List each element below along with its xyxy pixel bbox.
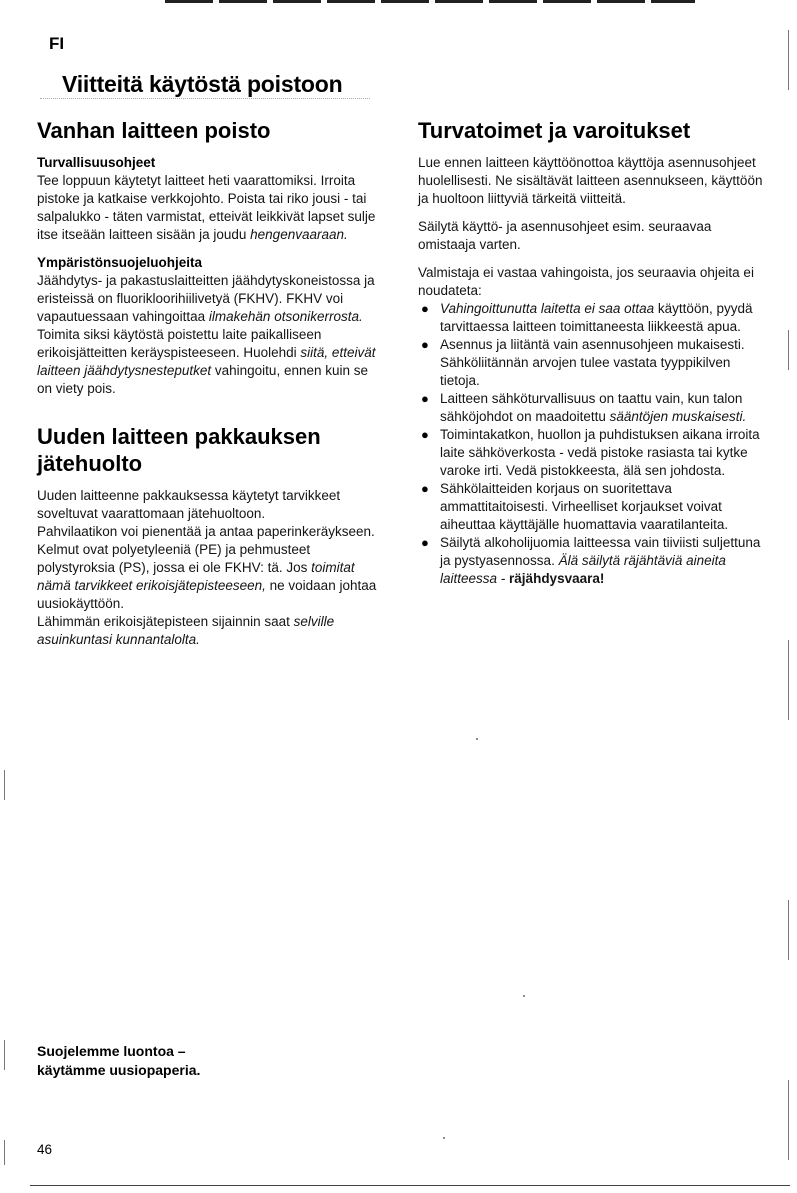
environment-text2-italic: siitä, etteivät laitteen jäähdytysnesteputket [37, 345, 376, 379]
intro-paragraph-3: Valmistaja ei vastaa vahingoista, jos seuraavia ohjeita ei noudateta: [418, 265, 754, 299]
scan-margin-line [4, 770, 5, 800]
bullet-icon: ● [421, 535, 429, 551]
safety-paragraph [37, 172, 377, 244]
scan-margin-line [788, 30, 789, 90]
bullet-text: Sähkölaitteiden korjaus on suoritettava ammattitaitoisesti. Virheelliset korjaukset voivat aiheuttaa käyttäjälle huomattavia vaaratilanteita. [440, 481, 729, 533]
bullet-text: Toimintakatkon, huollon ja puhdistuksen aikana irroita laite sähköverkosta - vedä pistoke rasiasta tai kytke varoke irti. Vedä pistokkeesta, älä sen johdosta. [440, 427, 760, 479]
list-item [418, 480, 763, 534]
bullet-icon: ● [421, 337, 429, 353]
bullet-text: Säilytä alkoholijuomia laitteessa vain tiiviisti suljettuna ja pystyasennossa. [440, 535, 761, 569]
subheading-safety: Turvallisuusohjeet [37, 155, 156, 171]
packaging-p4 [37, 613, 377, 649]
safety-text-italic: hengenvaaraan. [250, 227, 348, 243]
heading-safety-warnings: Turvatoimet ja varoitukset [418, 118, 691, 143]
scan-margin-line [788, 640, 789, 720]
bottom-rule [30, 1185, 790, 1186]
subheading-environment: Ympäristönsuojeluohjeita [37, 255, 203, 271]
title-divider [40, 98, 370, 99]
packaging-p4-text: Lähimmän erikoisjätepisteen sijainnin saat [37, 614, 290, 630]
packaging-p4-italic: selville asuinkuntasi kunnantalolta. [37, 614, 335, 648]
packaging-p3 [37, 541, 377, 613]
bullet-italic-part: Älä säilytä räjähtäviä aineita laitteessa - [440, 553, 726, 587]
bullet-italic: Vahingoittunutta laitetta ei saa ottaa [440, 301, 655, 317]
bullet-text: Laitteen sähköturvallisuus on taattu vain, kun talon sähköjohdot on maadoitettu [440, 391, 743, 425]
scan-margin-line [788, 1080, 789, 1160]
top-decorative-rule [165, 0, 695, 3]
packaging-p1: Uuden laitteenne pakkauksessa käytetyt tarvikkeet soveltuvat vaarattomaan jätehuoltoon. [37, 488, 341, 522]
bullet-italic-end: sääntöjen muskaisesti. [609, 409, 747, 425]
bullet-bold-end: räjähdysvaara! [509, 571, 605, 587]
scan-margin-line [4, 1140, 5, 1165]
safety-text: Tee loppuun käytetyt laitteet heti vaarattomiksi. Irroita pistoke ja katkaise verkkojohto. Poista tai riko jousi - tai salpalukko - täten varmistat, etteivät leikkivät lapset sulje itse itseään laitteen sisään ja joudu [37, 173, 376, 243]
list-item [418, 300, 763, 336]
bullet-text: Asennus ja liitäntä vain asennusohjeen mukaisesti. Sähköliitännän arvojen tulee vastata tyyppikilven tietoja. [440, 337, 745, 389]
footer-note-line-2: käytämme uusiopaperia. [37, 1062, 201, 1078]
scan-margin-line [4, 1040, 5, 1070]
right-column [418, 118, 763, 588]
language-code: FI [49, 34, 65, 53]
bullet-icon: ● [421, 481, 429, 497]
warnings-list [418, 300, 763, 588]
footer-note-line-1: Suojelemme luontoa – [37, 1043, 186, 1059]
environment-paragraph-2 [37, 326, 377, 398]
packaging-p3-italic: toimitat nämä tarvikkeet erikoisjätepisteeseen, [37, 560, 355, 594]
packaging-p2: Pahvilaatikon voi pienentää ja antaa paperinkeräykseen. [37, 524, 375, 540]
environment-text2-end: vahingoitu, ennen kuin se on viety pois. [37, 363, 369, 397]
scan-speck [523, 995, 525, 997]
intro-paragraph-1: Lue ennen laitteen käyttöönottoa käyttöja asennusohjeet huolellisesti. Ne sisältävät laitteen asennukseen, käyttöön ja huoltoon liittyviä tärkeitä viitteitä. [418, 155, 763, 207]
bullet-icon: ● [421, 427, 429, 443]
list-item [418, 390, 763, 426]
scan-speck [476, 738, 478, 740]
scan-margin-line [788, 900, 789, 960]
list-item [418, 534, 763, 588]
list-item [418, 336, 763, 390]
list-item [418, 426, 763, 480]
bullet-icon: ● [421, 301, 429, 317]
packaging-p3b: ne voidaan johtaa uusiokäyttöön. [37, 578, 377, 612]
heading-packaging-disposal: Uuden laitteen pakkauksen jätehuolto [37, 424, 321, 476]
environment-paragraph-1 [37, 272, 377, 326]
bullet-text: käyttöön, pyydä tarvittaessa laitteen toimittaneesta liikkeestä apua. [440, 301, 753, 335]
footer-note [37, 1042, 200, 1080]
environment-text-italic: ilmakehän otsonikerrosta. [208, 309, 363, 325]
scan-margin-line [788, 330, 789, 370]
intro-paragraph-2: Säilytä käyttö- ja asennusohjeet esim. seuraavaa omistaaja varten. [418, 219, 712, 253]
packaging-p3a: Kelmut ovat polyetyleeniä (PE) ja pehmusteet polystyroksia (PS), jossa ei ole FKHV: tä. Jos [37, 542, 311, 576]
environment-text2: Toimita siksi käytöstä poistettu laite paikalliseen erikoisjätteitten keräyspisteeseen. Huolehdi [37, 327, 322, 361]
page-number: 46 [37, 1142, 53, 1157]
scan-speck [443, 1137, 445, 1139]
left-column [37, 118, 377, 659]
bullet-icon: ● [421, 391, 429, 407]
heading-old-appliance-disposal: Vanhan laitteen poisto [37, 118, 271, 143]
environment-text: Jäähdytys- ja pakastuslaitteitten jäähdytyskoneistossa ja eristeissä on fluorikloorihiilivetyä (FKHV). FKHV voi vapautuessaan vahingoittaa [37, 273, 375, 325]
page-title: Viitteitä käytöstä poistoon [62, 71, 343, 97]
